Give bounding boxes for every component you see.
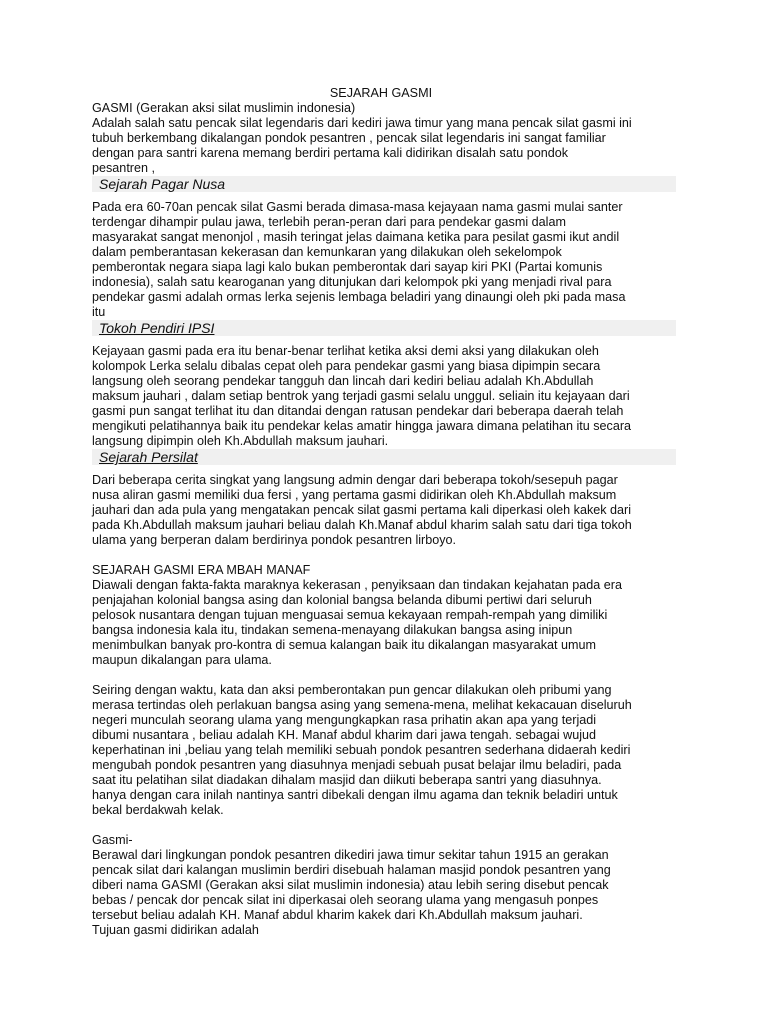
- section4-paragraph-2: Seiring dengan waktu, kata dan aksi pemberontakan pun gencar dilakukan oleh pribumi yang merasa tertindas oleh perlakuan bangsa asing yang semena-mena, melihat kekacauan diseluruh negeri munculah seorang ulama yang mengungkapkan rasa prihatin akan apa yang terjadi dibumi nusantara , beliau adalah KH. Manaf abdul kharim dari jawa tengah. sebagai wujud keperhatinan ini ,beliau yang telah memiliki sebuah pondok pesantren sederhana didaerah kediri mengubah pondok pesantren yang diasuhnya menjadi sebuah pusat belajar ilmu beladiri, pada saat itu pelatihan silat diadakan dihalam masjid dan diikuti beberapa santri yang diasuhnya. hanya dengan cara inilah nantinya santri dibekali dengan ilmu agama dan teknik beladiri untuk bekal berdakwah kelak.: [92, 683, 632, 817]
- section4-title: SEJARAH GASMI ERA MBAH MANAF: [92, 563, 311, 577]
- document-title: SEJARAH GASMI: [329, 86, 433, 100]
- section-heading-pagar-nusa: [92, 176, 676, 192]
- section5-title: Gasmi-: [92, 833, 133, 847]
- heading-text: Tokoh Pendiri IPSI: [99, 320, 215, 336]
- section2-paragraph: Kejayaan gasmi pada era itu benar-benar terlihat ketika aksi demi aksi yang dilakukan oleh kolompok Lerka selalu dibalas cepat oleh para pendekar gasmi yang biasa dipimpin secara langsung oleh seorang pendekar tangguh dan lincah dari kediri beliau adalah Kh.Abdullah maksum jauhari , dalam setiap bentrok yang terjadi gasmi selalu unggul. seliain itu kejayaan dari gasmi pun sangat terlihat itu dan ditandai dengan ratusan pendekar dari beberapa daerah telah mengikuti pelatihannya baik itu pendekar kelas amatir hingga jawara dimana pelatihan itu secara langsung dipimpin oleh Kh.Abdullah maksum jauhari.: [92, 344, 632, 448]
- section-heading-sejarah-persilat: [92, 449, 676, 465]
- document-page: [92, 86, 676, 938]
- intro-paragraph: GASMI (Gerakan aksi silat muslimin indonesia) Adalah salah satu pencak silat legendaris dari kediri jawa timur yang mana pencak silat gasmi ini tubuh berkembang dikalangan pondok pesantren , pencak silat legendaris ini sangat familiar dengan para santri karena memang berdiri pertama kali didirikan disalah satu pondok pesantren ,: [92, 101, 632, 175]
- section1-paragraph: Pada era 60-70an pencak silat Gasmi berada dimasa-masa kejayaan nama gasmi mulai santer terdengar dihampir pulau jawa, terlebih peran-peran dari para pendekar gasmi dalam masyarakat sangat menonjol , masih teringat jelas daimana ketika para pesilat gasmi ikut andil dalam pemberantasan kekerasan dan kemunkaran yang dilakukan oleh sekelompok pemberontak negara siapa lagi kalo bukan pemberontak dari sayap kiri PKI (Partai komunis indonesia), salah satu kearoganan yang ditunjukan dari kelompok pki yang menjadi rival para pendekar gasmi adalah ormas lerka sejenis lembaga beladiri yang dinaungi oleh pki pada masa itu: [92, 200, 626, 319]
- section4-paragraph-1: Diawali dengan fakta-fakta maraknya kekerasan , penyiksaan dan tindakan kejahatan pada era penjajahan kolonial bangsa asing dan kolonial bangsa belanda dibumi pertiwi dari seluruh pelosok nusantara dengan tujuan menguasai semua kekayaan rempah-rempah yang dimiliki bangsa indonesia kala itu, tindakan semena-menayang dilakukan bangsa asing inipun menimbulkan banyak pro-kontra di semua kalangan baik itu dikalangan masyarakat umum maupun dikalangan para ulama.: [92, 578, 622, 667]
- section3-paragraph: Dari beberapa cerita singkat yang langsung admin dengar dari beberapa tokoh/sesepuh pagar nusa aliran gasmi memiliki dua fersi , yang pertama gasmi didirikan oleh Kh.Abdullah maksum jauhari dan ada pula yang mengatakan pencak silat gasmi pertama kali diperkasi oleh kakek dari pada Kh.Abdullah maksum jauhari beliau dalah Kh.Manaf abdul kharim salah satu dari tiga tokoh ulama yang berperan dalam berdirinya pondok pesantren lirboyo.: [92, 473, 632, 547]
- section-heading-tokoh-pendiri: [92, 320, 676, 336]
- heading-text: Sejarah Pagar Nusa: [99, 176, 226, 192]
- section5-paragraph: Berawal dari lingkungan pondok pesantren dikediri jawa timur sekitar tahun 1915 an gerakan pencak silat dari kalangan muslimin berdiri disebuah halaman masjid pondok pesantren yang diberi nama GASMI (Gerakan aksi silat muslimin indonesia) atau lebih sering disebut pencak bebas / pencak dor pencak silat ini diperkasai oleh seorang ulama yang mengasuh ponpes tersebut beliau adalah KH. Manaf abdul kharim kakek dari Kh.Abdullah maksum jauhari. Tujuan gasmi didirikan adalah: [92, 848, 611, 937]
- heading-text: Sejarah Persilat: [99, 449, 198, 465]
